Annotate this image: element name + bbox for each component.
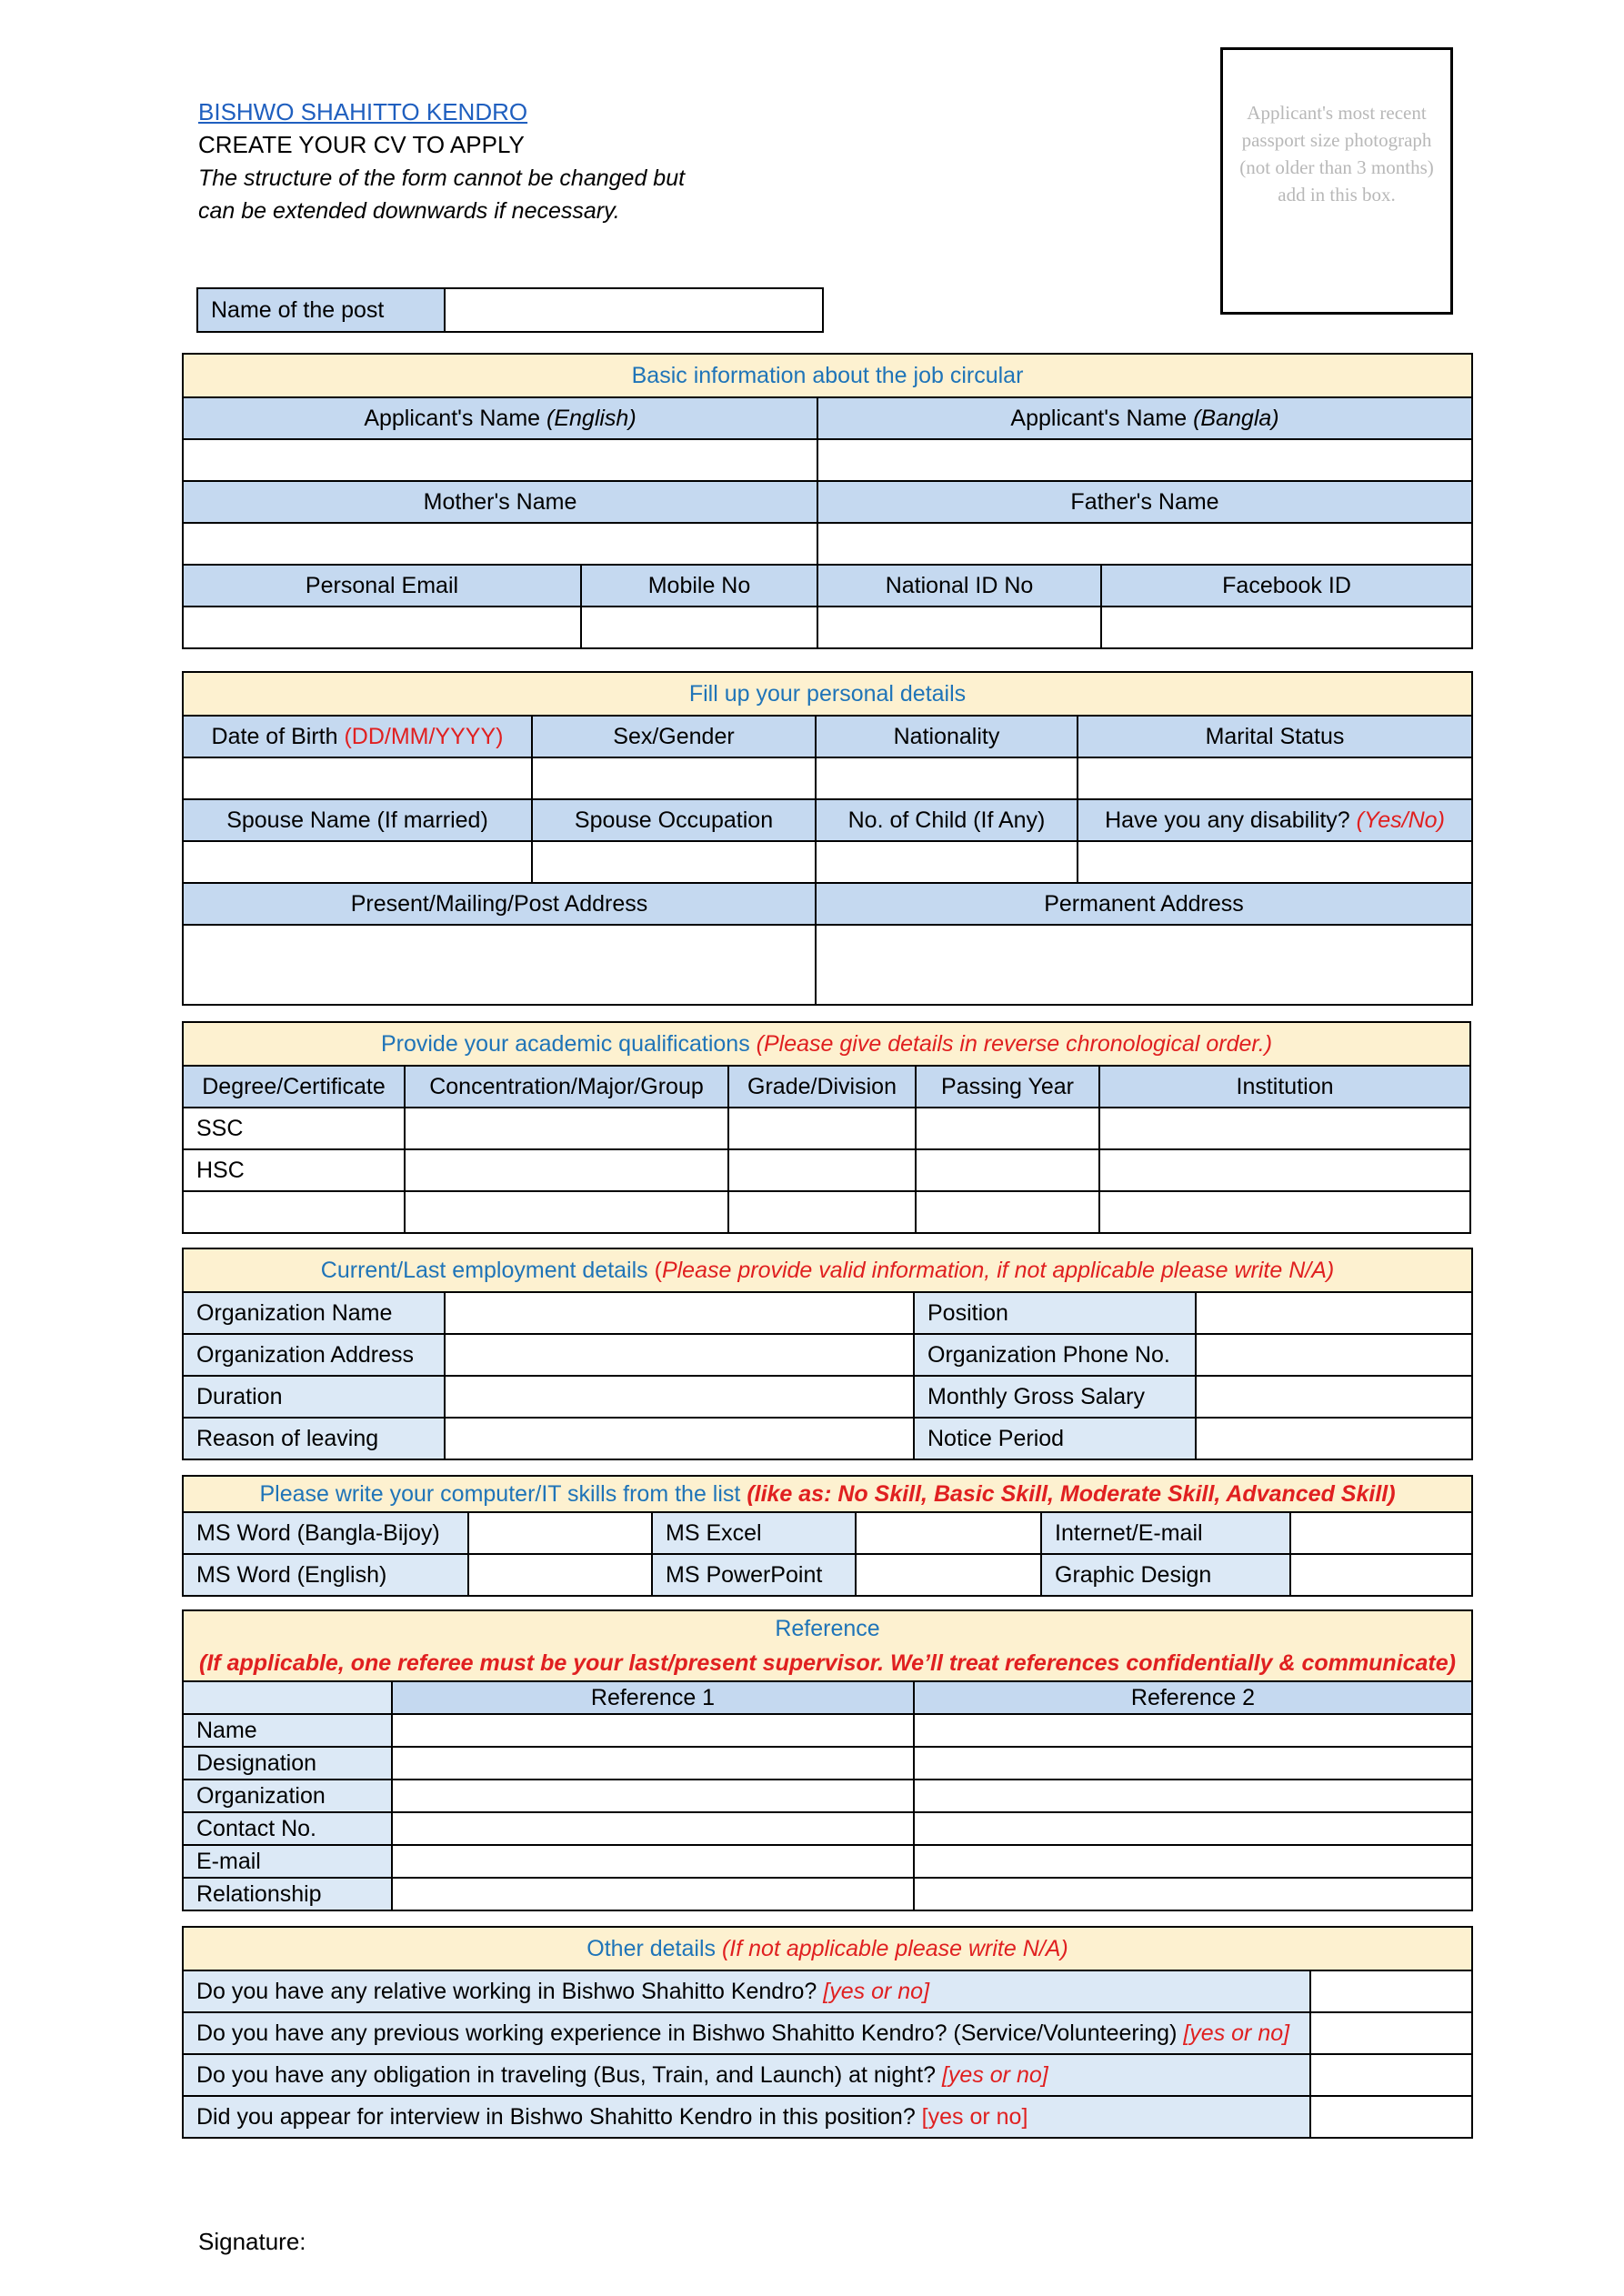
table-cell[interactable] xyxy=(405,1149,728,1191)
table-cell[interactable] xyxy=(728,1108,916,1149)
present-address-field[interactable] xyxy=(183,925,816,1005)
org-name-label: Organization Name xyxy=(183,1292,445,1334)
name-english-field[interactable] xyxy=(183,439,817,481)
ref1-cell[interactable] xyxy=(392,1714,914,1747)
it-skills-table xyxy=(182,1475,1473,1597)
org-name-field[interactable] xyxy=(445,1292,914,1334)
children-label: No. of Child (If Any) xyxy=(816,799,1078,841)
disability-label: Have you any disability? (Yes/No) xyxy=(1078,799,1472,841)
table-row xyxy=(183,1970,1472,2012)
marital-field[interactable] xyxy=(1078,757,1472,799)
position-field[interactable] xyxy=(1196,1292,1472,1334)
table-row xyxy=(183,1512,1472,1554)
reference-2-header: Reference 2 xyxy=(914,1681,1472,1714)
spouse-label: Spouse Name (If married) xyxy=(183,799,532,841)
skill-field[interactable] xyxy=(468,1512,652,1554)
personal-details-table xyxy=(182,671,1473,1006)
post-label: Name of the post xyxy=(197,288,445,332)
academic-title: Provide your academic qualifications (Please give details in reverse chronological order.) xyxy=(183,1022,1470,1066)
salary-label: Monthly Gross Salary xyxy=(914,1376,1196,1418)
nationality-label: Nationality xyxy=(816,716,1078,757)
skill-label: MS PowerPoint xyxy=(652,1554,856,1596)
name-bangla-label: Applicant's Name (Bangla) xyxy=(817,397,1472,439)
employment-title: Current/Last employment details (Please provide valid information, if not applicable please write N/A) xyxy=(183,1248,1472,1292)
table-row xyxy=(183,2054,1472,2096)
dob-field[interactable] xyxy=(183,757,532,799)
photo-box-text: Applicant's most recent passport size photograph (not older than 3 months) add in this box. xyxy=(1239,102,1434,206)
col-degree: Degree/Certificate xyxy=(183,1066,405,1108)
organization-name[interactable]: BISHWO SHAHITTO KENDRO xyxy=(198,98,528,125)
ref2-cell[interactable] xyxy=(914,1812,1472,1845)
skill-field[interactable] xyxy=(856,1512,1041,1554)
permanent-address-label: Permanent Address xyxy=(816,883,1472,925)
table-cell[interactable] xyxy=(405,1108,728,1149)
table-cell[interactable] xyxy=(405,1191,728,1233)
mobile-field[interactable] xyxy=(581,607,817,648)
reference-table xyxy=(182,1609,1473,1911)
name-english-label: Applicant's Name (English) xyxy=(183,397,817,439)
position-label: Position xyxy=(914,1292,1196,1334)
table-cell[interactable] xyxy=(1099,1108,1470,1149)
skill-label: MS Excel xyxy=(652,1512,856,1554)
table-row xyxy=(183,2096,1472,2138)
reason-field[interactable] xyxy=(445,1418,914,1459)
table-cell[interactable] xyxy=(916,1149,1099,1191)
ref-row-label: Organization xyxy=(183,1780,392,1812)
form-note: The structure of the form cannot be changed but can be extended downwards if necessary. xyxy=(198,165,686,224)
ref2-cell[interactable] xyxy=(914,1747,1472,1780)
ref1-cell[interactable] xyxy=(392,1812,914,1845)
table-row xyxy=(183,1714,1472,1747)
salary-field[interactable] xyxy=(1196,1376,1472,1418)
table-row xyxy=(183,1878,1472,1910)
table-row xyxy=(183,1376,1472,1418)
ref2-cell[interactable] xyxy=(914,1845,1472,1878)
col-grade: Grade/Division xyxy=(728,1066,916,1108)
skill-field[interactable] xyxy=(1290,1512,1472,1554)
table-row xyxy=(183,1292,1472,1334)
ref-row-label: E-mail xyxy=(183,1845,392,1878)
table-cell[interactable] xyxy=(916,1191,1099,1233)
answer-field[interactable] xyxy=(1310,2054,1472,2096)
spouse-field[interactable] xyxy=(183,841,532,883)
basic-info-table xyxy=(182,353,1473,649)
org-address-label: Organization Address xyxy=(183,1334,445,1376)
degree-cell[interactable]: HSC xyxy=(183,1149,405,1191)
ref2-cell[interactable] xyxy=(914,1780,1472,1812)
table-row xyxy=(183,1149,1470,1191)
nid-field[interactable] xyxy=(817,607,1101,648)
table-row xyxy=(183,1812,1472,1845)
spouse-occupation-field[interactable] xyxy=(532,841,816,883)
ref-row-label: Relationship xyxy=(183,1878,392,1910)
reference-corner xyxy=(183,1681,392,1714)
reference-title: Reference (If applicable, one referee must be your last/present supervisor. We’ll treat references confidentially & communicate) xyxy=(183,1610,1472,1681)
name-bangla-field[interactable] xyxy=(817,439,1472,481)
other-details-title: Other details (If not applicable please write N/A) xyxy=(183,1927,1472,1970)
degree-cell[interactable]: SSC xyxy=(183,1108,405,1149)
skill-label: Internet/E-mail xyxy=(1041,1512,1290,1554)
reference-1-header: Reference 1 xyxy=(392,1681,914,1714)
table-row xyxy=(183,1108,1470,1149)
ref-row-label: Designation xyxy=(183,1747,392,1780)
facebook-field[interactable] xyxy=(1101,607,1472,648)
nid-label: National ID No xyxy=(817,565,1101,607)
ref-row-label: Name xyxy=(183,1714,392,1747)
ref2-cell[interactable] xyxy=(914,1878,1472,1910)
question-label: Do you have any previous working experience in Bishwo Shahitto Kendro? (Service/Volunteering) [yes or no] xyxy=(183,2012,1310,2054)
reason-label: Reason of leaving xyxy=(183,1418,445,1459)
answer-field[interactable] xyxy=(1310,2096,1472,2138)
skill-field[interactable] xyxy=(856,1554,1041,1596)
ref1-cell[interactable] xyxy=(392,1780,914,1812)
col-passing-year: Passing Year xyxy=(916,1066,1099,1108)
table-cell[interactable] xyxy=(1099,1149,1470,1191)
facebook-label: Facebook ID xyxy=(1101,565,1472,607)
mother-name-field[interactable] xyxy=(183,523,817,565)
skill-label: Graphic Design xyxy=(1041,1554,1290,1596)
post-table xyxy=(196,287,824,333)
table-row xyxy=(183,1418,1472,1459)
mother-name-label: Mother's Name xyxy=(183,481,817,523)
children-field[interactable] xyxy=(816,841,1078,883)
email-field[interactable] xyxy=(183,607,581,648)
org-phone-field[interactable] xyxy=(1196,1334,1472,1376)
signature-label: Signature: xyxy=(198,2228,306,2255)
post-field[interactable] xyxy=(445,288,823,332)
personal-details-title: Fill up your personal details xyxy=(183,672,1472,716)
duration-label: Duration xyxy=(183,1376,445,1418)
table-row xyxy=(183,1845,1472,1878)
question-label: Do you have any relative working in Bishwo Shahitto Kendro? [yes or no] xyxy=(183,1970,1310,2012)
answer-field[interactable] xyxy=(1310,1970,1472,2012)
ref1-cell[interactable] xyxy=(392,1878,914,1910)
ref1-cell[interactable] xyxy=(392,1845,914,1878)
question-label: Do you have any obligation in traveling (Bus, Train, and Launch) at night? [yes or no] xyxy=(183,2054,1310,2096)
sex-field[interactable] xyxy=(532,757,816,799)
mobile-label: Mobile No xyxy=(581,565,817,607)
academic-table xyxy=(182,1021,1471,1234)
table-row xyxy=(183,1747,1472,1780)
table-cell[interactable] xyxy=(1099,1191,1470,1233)
table-row xyxy=(183,1554,1472,1596)
duration-field[interactable] xyxy=(445,1376,914,1418)
answer-field[interactable] xyxy=(1310,2012,1472,2054)
disability-field[interactable] xyxy=(1078,841,1472,883)
table-cell[interactable] xyxy=(728,1191,916,1233)
it-skills-title: Please write your computer/IT skills from the list (like as: No Skill, Basic Skill, Moderate Skill, Advanced Skill) xyxy=(183,1476,1472,1512)
nationality-field[interactable] xyxy=(816,757,1078,799)
table-cell[interactable] xyxy=(916,1108,1099,1149)
table-row xyxy=(183,2012,1472,2054)
other-details-table xyxy=(182,1926,1473,2139)
skill-label: MS Word (Bangla-Bijoy) xyxy=(183,1512,468,1554)
table-row xyxy=(183,1780,1472,1812)
marital-label: Marital Status xyxy=(1078,716,1472,757)
col-institution: Institution xyxy=(1099,1066,1470,1108)
table-cell[interactable] xyxy=(728,1149,916,1191)
skill-field[interactable] xyxy=(468,1554,652,1596)
skill-label: MS Word (English) xyxy=(183,1554,468,1596)
ref1-cell[interactable] xyxy=(392,1747,914,1780)
degree-cell[interactable] xyxy=(183,1191,405,1233)
photo-box[interactable] xyxy=(1220,47,1453,315)
permanent-address-field[interactable] xyxy=(816,925,1472,1005)
basic-info-title: Basic information about the job circular xyxy=(183,354,1472,397)
employment-table xyxy=(182,1248,1473,1460)
email-label: Personal Email xyxy=(183,565,581,607)
skill-field[interactable] xyxy=(1290,1554,1472,1596)
father-name-label: Father's Name xyxy=(817,481,1472,523)
table-row xyxy=(183,1191,1470,1233)
question-label: Did you appear for interview in Bishwo Shahitto Kendro in this position? [yes or no] xyxy=(183,2096,1310,2138)
notice-field[interactable] xyxy=(1196,1418,1472,1459)
sex-label: Sex/Gender xyxy=(532,716,816,757)
notice-label: Notice Period xyxy=(914,1418,1196,1459)
org-phone-label: Organization Phone No. xyxy=(914,1334,1196,1376)
org-address-field[interactable] xyxy=(445,1334,914,1376)
father-name-field[interactable] xyxy=(817,523,1472,565)
spouse-occupation-label: Spouse Occupation xyxy=(532,799,816,841)
table-row xyxy=(183,1334,1472,1376)
dob-label: Date of Birth (DD/MM/YYYY) xyxy=(183,716,532,757)
ref2-cell[interactable] xyxy=(914,1714,1472,1747)
form-title: CREATE YOUR CV TO APPLY xyxy=(198,131,525,158)
ref-row-label: Contact No. xyxy=(183,1812,392,1845)
col-major: Concentration/Major/Group xyxy=(405,1066,728,1108)
present-address-label: Present/Mailing/Post Address xyxy=(183,883,816,925)
